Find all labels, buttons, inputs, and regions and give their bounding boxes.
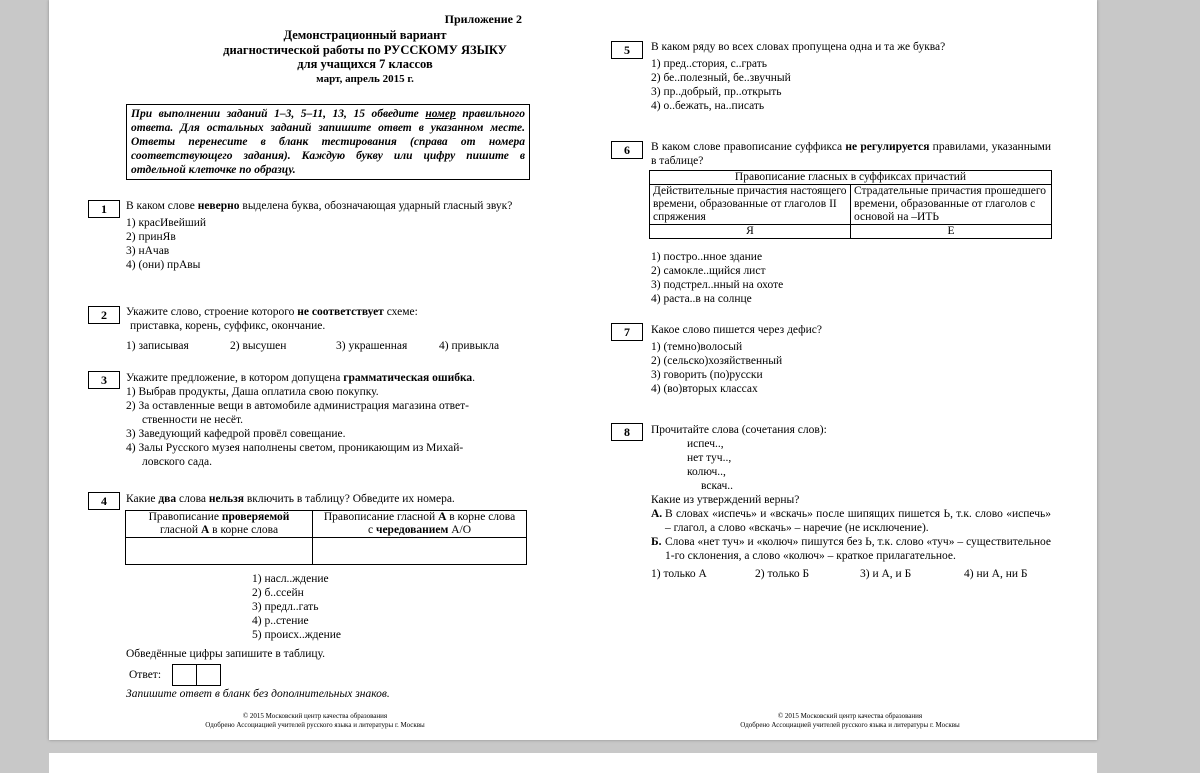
option: 4) о..бежать, на..писать [651,100,765,112]
option: 1) красИвейший [126,217,207,229]
option: 3) говорить (по)русски [651,369,763,381]
q4-options [252,572,452,642]
option: 3) украшенная [336,340,408,352]
answer-label: Ответ: [129,669,162,681]
statement-b: Б. Слова «нет туч» и «колюч» пишутся без Ь, т.к. слово «туч» – существительное 1-го склонения, а слово «колюч» – краткое прилагательное. [651,536,1051,562]
question-8: Прочитайте слова (сочетания слов): испеч.., нет туч.., колюч.., вскач.. Какие из утверждений верны? А. В словах «испечь» и «вскачь» после шипящих пишется Ь, т.к. слово «испечь» – глагол, а слово «вскачь» – наречие (не исключение). Б. Слова «нет туч» и «колюч» пишутся без Ь, т.к. слово «туч» – существительное 1-го склонения, а слово «колюч» – краткое прилагательное. 1) только А 2) только Б 3) и А, и Б 4) ни А, ни Б [651,424,1051,580]
q6-table: Правописание гласных в суффиксах причастий Действительные причастия настоящего времени, образованные от глаголов II спряжения Страдательные причастия прошедшего времени, образованные от глаголов с основой на –ИТЬ Я Е [649,170,1052,239]
table-cell[interactable] [313,538,527,565]
document-page [49,0,1097,740]
option: 2) самокле..щийся лист [651,265,766,277]
appendix-label: Приложение 2 [444,12,522,26]
option: 3) Заведующий кафедрой провёл совещание. [126,428,346,440]
option: 1) (темно)волосый [651,341,743,353]
statement-a: А. В словах «испечь» и «вскачь» после шипящих пишется Ь, т.к. слово «испечь» – глагол, а слово «вскачь» – наречие (не исключение). [651,508,1051,534]
answer-row [129,664,429,686]
option: 2) принЯв [126,231,176,243]
title-date: март, апрель 2015 г. [316,72,414,85]
answer-box[interactable] [172,664,197,686]
q4-note: Обведённые цифры запишите в таблицу. [126,648,326,660]
option: 1) пред..стория, с..грать [651,58,767,70]
option: 1) только А [651,568,707,580]
option: ловского сада. [142,456,212,468]
option: 2) бе..полезный, бе..звучный [651,72,791,84]
option: 1) Выбрав продукты, Даша оплатила свою покупку. [126,386,379,398]
option: 3) нАчав [126,245,170,257]
option: 4) раста..в на солнце [651,293,752,305]
question-number: 8 [611,423,643,441]
option: 4) (во)вторых классах [651,383,758,395]
question-6: В каком слове правописание суффикса не регулируется правилами, указанными в таблице? [651,141,1052,167]
question-number: 1 [88,200,120,218]
option: 4) ни А, ни Б [964,568,1028,580]
word: нет туч.., [687,452,732,464]
question-number: 4 [88,492,120,510]
word: испеч.., [687,438,724,450]
question-number: 7 [611,323,643,341]
q4-table: Правописание проверяемой гласной А в корне слова Правописание гласной А в корне слова с чередованием А/О [125,510,527,565]
option: 3) предл..гать [252,601,319,613]
table-cell[interactable] [126,538,313,565]
question-number: 2 [88,306,120,324]
question-7: Какое слово пишется через дефис? 1) (темно)волосый 2) (сельско)хозяйственный 3) говорить (по)русски 4) (во)вторых классах [651,323,1051,396]
word: вскач.. [701,480,734,492]
next-page [49,753,1097,773]
option: ственности не несёт. [142,414,244,426]
question-1: В каком слове неверно выделена буква, обозначающая ударный гласный звук? 1) красИвейший 2) принЯв 3) нАчав 4) (они) прАвы [126,199,526,272]
option: 3) и А, и Б [860,568,912,580]
option: 2) (сельско)хозяйственный [651,355,783,367]
title-line: для учащихся 7 классов [297,57,433,71]
option: 2) высушен [230,340,287,352]
option: 4) (они) прАвы [126,259,201,271]
footer-right: © 2015 Московский центр качества образования Одобрено Ассоциацией учителей русского языка и литературы г. Москвы [740,712,960,729]
option: 3) подстрел..нный на охоте [651,279,784,291]
answer-box[interactable] [197,664,221,686]
option: 5) происх..ждение [252,629,342,641]
option: 1) постро..нное здание [651,251,763,263]
question-3: Укажите предложение, в котором допущена грамматическая ошибка. 1) Выбрав продукты, Даша оплатила свою покупку. 2) За оставленные вещи в автомобиле администрация магазина ответ- ственности не несёт. 3) Заведующий кафедрой провёл совещание. 4) Залы Русского музея наполнены светом, проникающим из Михай- ловского сада. [126,371,526,469]
option: 2) только Б [755,568,810,580]
title-line: Демонстрационный вариант [283,28,447,42]
question-5: В каком ряду во всех словах пропущена одна и та же буква? 1) пред..стория, с..грать 2) бе..полезный, бе..звучный 3) пр..добрый, пр..открыть 4) о..бежать, на..писать [651,40,1051,113]
option: 1) насл..ждение [252,573,329,585]
question-4: Какие два слова нельзя включить в таблицу? Обведите их номера. [126,493,455,505]
answer-note: Запишите ответ в бланк без дополнительных знаков. [126,688,390,700]
option: 3) пр..добрый, пр..открыть [651,86,782,98]
option: 4) Залы Русского музея наполнены светом, проникающим из Михай- [126,442,464,454]
footer-left: © 2015 Московский центр качества образования Одобрено Ассоциацией учителей русского языка и литературы г. Москвы [205,712,425,729]
option: 2) б..ссейн [252,587,304,599]
q6-options [651,250,951,306]
option: 4) р..стение [252,615,309,627]
option: 2) За оставленные вещи в автомобиле администрация магазина ответ- [126,400,469,412]
option: 4) привыкла [439,340,500,352]
question-number: 5 [611,41,643,59]
title-line: диагностической работы по РУССКОМУ ЯЗЫКУ [223,42,507,57]
question-2: Укажите слово, строение которого не соответствует схеме: приставка, корень, суффикс, окончание. 1) записывая 2) высушен 3) украшенная 4) привыкла [126,306,500,352]
word: колюч.., [687,466,726,478]
option: 1) записывая [126,340,189,352]
question-number: 3 [88,371,120,389]
question-number: 6 [611,141,643,159]
page-title [125,28,605,86]
instruction-box: При выполнении заданий 1–3, 5–11, 13, 15 обведите номер правильного ответа. Для остальных заданий запишите ответ в указанном месте. Ответы перенесите в бланк тестирования (справа от номера соответствующего задания). Каждую букву или цифру пишите в отдельной клеточке по образцу. [126,104,530,180]
